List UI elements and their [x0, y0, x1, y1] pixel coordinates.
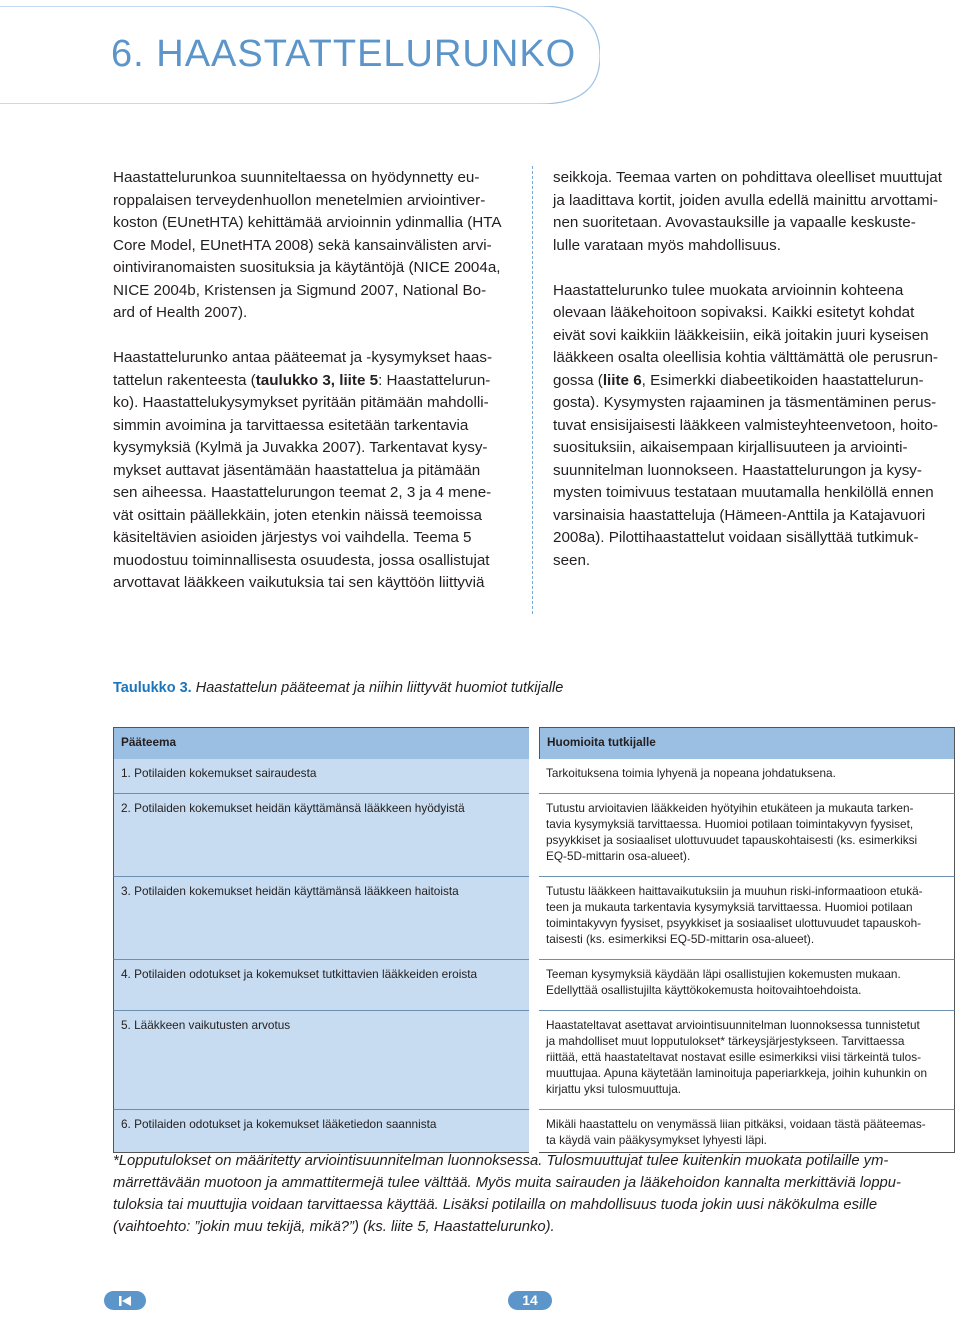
table-header-row	[113, 727, 955, 759]
header-theme: Pääteema	[113, 727, 529, 759]
paragraph-2: Haastattelurunko antaa pääteemat ja -kysymykset haas- tattelun rakenteesta (taulukko 3, liite 5: Haastattelurun- ko). Haastattelukysymykset pyritään pitämään mahdolli- simmin avoimina ja tarvittaessa esitetään tarkentavia kysymyksiä (Kylmä ja Juvakka 2007). Tarkentavat kysy- mykset auttavat jäsentämään haastattelua ja pitämään sen aiheessa. Haastattelurungon teemat 2, 3 ja 4 mene- vät osittain päällekkäin, joten etenkin näissä teemoissa käsiteltävien asioiden järjestys voi vaihdella. Teema 5 muodostuu toiminnallisesta osuudesta, jossa osallistujat arvottavat lääkkeen vaikutuksia tai sen käyttöön liittyviä	[113, 349, 493, 591]
table-row	[113, 877, 955, 951]
table-row	[113, 794, 955, 868]
right-column	[553, 167, 958, 572]
table-row	[113, 960, 955, 1002]
first-page-icon	[117, 1295, 133, 1307]
theme-cell: 1. Potilaiden kokemukset sairaudesta	[113, 759, 529, 785]
first-page-button[interactable]	[104, 1291, 146, 1310]
page-number: 14	[508, 1291, 552, 1310]
footnote: *Lopputulokset on määritetty arviointisuunnitelman luonnoksessa. Tulosmuuttujat tulee kuitenkin muokata potilaille ym- märrettävään muotoon ja ammattitermejä tulee välttää. Myös muita sairauden ja lääkehoidon kannalta merkittäviä loppu- tuloksia tai muuttujia voidaan tarvittaessa käyttää. Lisäksi potilailla on mahdollisuus tuoda jokin uusi näkökulma esille (vaihtoehto: ”jokin muu tekijä, mikä?”) (ks. liite 5, Haastattelurunko).	[113, 1153, 901, 1235]
bold-ref-line: gossa (liite 6, Esimerkki diabeetikoiden haastattelurun-	[553, 371, 924, 389]
theme-cell: 3. Potilaiden kokemukset heidän käyttämänsä lääkkeen haitoista	[113, 877, 529, 951]
left-column	[113, 167, 518, 595]
notes-cell: Tarkoituksena toimia lyhyenä ja nopeana johdatuksena.	[539, 759, 955, 785]
theme-cell: 2. Potilaiden kokemukset heidän käyttämänsä lääkkeen hyödyistä	[113, 794, 529, 868]
chapter-title: 6. HAASTATTELURUNKO	[111, 33, 577, 75]
table-row	[113, 759, 955, 785]
table-row	[113, 1110, 955, 1153]
theme-cell: 6. Potilaiden odotukset ja kokemukset lääketiedon saannista	[113, 1110, 529, 1153]
table-row	[113, 1011, 955, 1101]
notes-cell: Haastateltavat asettavat arviointisuunnitelman luonnoksessa tunnistetut ja mahdolliset muut lopputulokset* tärkeysjärjestykseen. Tarvittaessa riittää, että haastateltavat nostavat esille esimerkiksi viisi tärkeintä tulos- muuttujaa. Apuna käytetään laminoituja paperiarkkeja, joihin kuhunkin on kirjattu yksi tulosmuuttuja.	[539, 1011, 955, 1101]
theme-cell: 4. Potilaiden odotukset ja kokemukset tutkittavien lääkkeiden eroista	[113, 960, 529, 1002]
paragraph-3: seikkoja. Teemaa varten on pohdittava oleelliset muuttujat ja laadittava kortit, joiden avulla edellä mainittu arvottami- nen suoritetaan. Avovastauksille ja vapaalle keskuste- lulle varataan myös mahdollisuus.	[553, 169, 942, 254]
table-caption-title: Haastattelun pääteemat ja niihin liittyvät huomiot tutkijalle	[195, 680, 564, 696]
notes-cell: Teeman kysymyksiä käydään läpi osallistujien kokemusten mukaan. Edellyttää osallistujilta käyttökokemusta hoitovaihtoehdoista.	[539, 960, 955, 1002]
notes-cell: Tutustu lääkkeen haittavaikutuksiin ja muuhun riski-informaatioon etukä- teen ja mukauta tarkentavia kysymyksiä tarvittaessa. Huomioi potilaan toimintakyvyn fyysiset, psyykkiset ja sosiaaliset ulottuvuudet tapauskoh- taisesti (ks. esimerkiksi EQ-5D-mittarin osa-alueet).	[539, 877, 955, 951]
themes-table	[113, 727, 955, 1153]
paragraph-1: Haastattelurunkoa suunniteltaessa on hyödynnetty eu- roppalaisen terveydenhuollon menetelmien arviointiver- koston (EUnetHTA) kehittämää arvioinnin ydinmallia (HTA Core Model, EUnetHTA 2008) sekä kansainvälisten arvi- ointiviranomaisten suosituksia ja käytäntöjä (NICE 2004a, NICE 2004b, Kristensen ja Sigmund 2007, National Bo- ard of Health 2007).	[113, 169, 502, 321]
paragraph-4: Haastattelurunko tulee muokata arvioinnin kohteena olevaan lääkehoitoon sopivaksi. Kaikki esitetyt kohdat eivät sovi kaikkiin lääkkeisiin, eikä joitakin juuri kyseisen lääkkeen osalta oleellisia kohtia välttämättä ole perusrun- gossa (liite 6, Esimerkki diabeetikoiden haastattelurun- gosta). Kysymysten rajaaminen ja täsmentäminen perus- tuvat ensisijaisesti lääkkeen valmisteyhteenvetoon, hoito- suosituksiin, aikaisempaan kirjallisuuteen ja arviointi- suunnitelman luonnokseen. Haastattelurungon ja kysy- mysten toimivuus testataan muutamalla henkilöllä ennen varsinaisia haastatteluja (Hämeen-Anttila ja Katajavuori 2008a). Pilottihaastattelut voidaan sisällyttää tutkimuk- seen.	[553, 281, 938, 569]
bold-ref-line: tattelun rakenteesta (taulukko 3, liite 5: Haastattelurun-	[113, 371, 491, 389]
notes-cell: Tutustu arvioitavien lääkkeiden hyötyihin etukäteen ja mukauta tarken- tavia kysymyksiä tarvittaessa. Huomioi potilaan toimintakyvyn fyysiset, psyykkiset ja sosiaaliset ulottuvuudet tapauskohtaisesti (ks. esimerkiksi EQ-5D-mittarin osa-alueet).	[539, 794, 955, 868]
table-caption	[113, 680, 563, 696]
theme-cell: 5. Lääkkeen vaikutusten arvotus	[113, 1011, 529, 1101]
table-caption-label: Taulukko 3.	[113, 680, 192, 696]
notes-cell: Mikäli haastattelu on venymässä liian pitkäksi, voidaan tästä pääteemas- ta käydä vain pääkysymykset lyhyesti läpi.	[539, 1110, 955, 1153]
header-notes: Huomioita tutkijalle	[539, 727, 955, 759]
column-divider	[532, 166, 533, 614]
